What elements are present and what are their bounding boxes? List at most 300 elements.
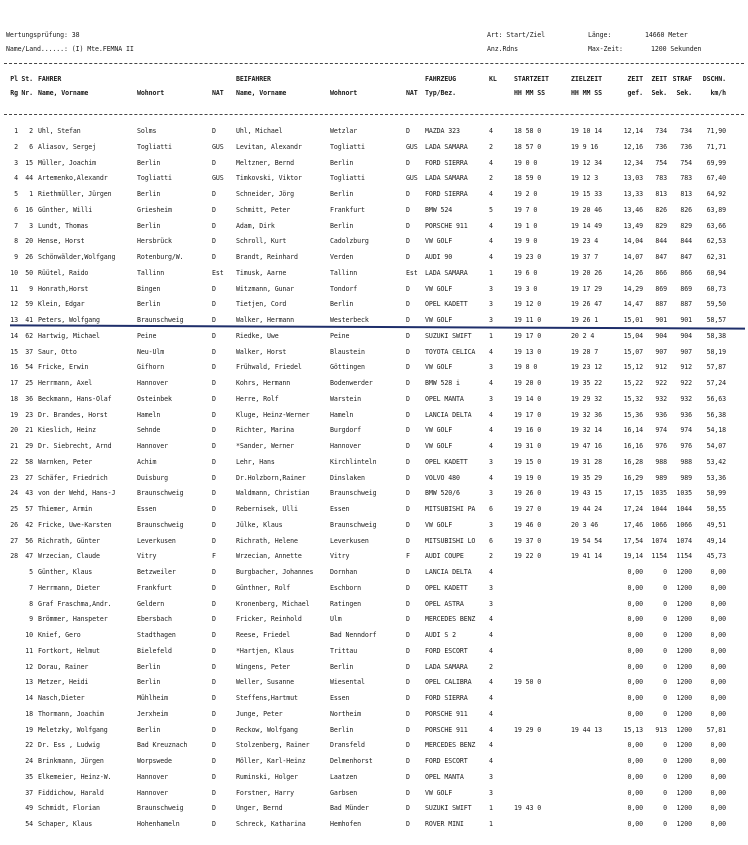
result-codriver-name: Möller, Karl-Heinz [236,757,306,765]
result-start-time: 18 58 0 [514,127,542,135]
result-place: 6 [14,205,18,214]
result-codriver-name: Timusk, Aarne [236,268,287,277]
result-driver-town: Sehnde [137,426,161,435]
result-row [0,392,748,407]
result-finish-time: 19 26 1 [571,316,599,324]
result-start-no: 37 [25,347,33,356]
result-driver-name: Elkemeier, Heinz-W. [38,772,112,781]
result-start-no: 41 [25,316,33,324]
result-avg-speed: 53,42 [706,457,726,466]
result-time-found: 0,00 [627,694,643,702]
result-driver-nat: D [212,221,216,230]
result-codriver-nat: D [406,127,410,135]
result-driver-nat: D [212,363,216,372]
result-car-type: MERCEDES BENZ [425,615,476,624]
result-time-sec: 783 [655,174,667,183]
result-codriver-town: Essen [330,505,350,513]
result-start-no: 56 [25,536,33,545]
result-time-sec: 0 [663,678,667,687]
result-start-no: 25 [25,379,33,387]
result-row [0,597,748,612]
result-car-type: VW GOLF [425,316,453,324]
result-time-sec: 754 [655,158,667,167]
result-car-type: MITSUBISHI PA [425,505,476,513]
result-start-no: 44 [25,174,33,183]
result-start-time: 19 9 0 [514,237,538,246]
result-codriver-name: Rebernisek, Ulli [236,505,298,513]
header-separator [4,114,744,115]
result-codriver-nat: D [406,205,410,214]
result-time-sec: 829 [655,221,667,230]
result-penalty-sec: 887 [680,300,692,309]
result-avg-speed: 0,00 [710,709,726,718]
result-driver-town: Leverkusen [137,536,176,545]
result-car-type: FORD ESCORT [425,646,468,655]
result-time-found: 16,29 [623,473,643,482]
result-driver-name: Wrzecian, Claude [38,552,100,561]
result-driver-town: Berlin [137,725,161,734]
result-start-time: 19 19 0 [514,473,542,482]
result-driver-name: Brinkmann, Jürgen [38,757,104,765]
result-finish-time: 19 31 28 [571,457,602,466]
result-row [0,565,748,580]
result-driver-town: Duisburg [137,473,168,482]
result-codriver-nat: D [406,583,410,592]
result-penalty-sec: 1074 [676,536,692,545]
result-driver-town: Achim [137,457,157,466]
result-avg-speed: 56,63 [706,394,726,403]
result-time-sec: 0 [663,804,667,813]
subheader-codriver-name: Name, Vorname [236,89,287,97]
result-time-found: 15,12 [623,363,643,372]
result-penalty-sec: 1200 [676,568,692,576]
result-row [0,738,748,753]
result-driver-name: Peters, Wolfgang [38,316,100,324]
result-driver-name: Dr. Ess , Ludwig [38,741,100,750]
result-time-sec: 0 [663,694,667,702]
subheader-start-time: HH MM SS [514,89,545,97]
result-car-type: PORSCHE 911 [425,221,468,230]
result-car-type: VW GOLF [425,520,453,529]
result-time-sec: 0 [663,568,667,576]
result-codriver-nat: D [406,662,410,671]
result-driver-nat: D [212,473,216,482]
result-driver-nat: D [212,725,216,734]
result-codriver-town: Warstein [330,394,361,403]
result-driver-name: Uhl, Stefan [38,127,81,135]
result-driver-nat: D [212,520,216,529]
result-class: 4 [489,615,493,624]
result-class: 2 [489,662,493,671]
result-driver-town: Hannover [137,788,168,797]
result-time-found: 0,00 [627,757,643,765]
result-driver-town: Stadthagen [137,631,176,639]
result-avg-speed: 71,71 [706,142,726,151]
result-driver-name: Rüütel, Raido [38,268,89,277]
result-row [0,754,748,769]
result-codriver-town: Braunschweig [330,520,377,529]
result-finish-time: 19 23 4 [571,237,599,246]
result-car-type: AUDI S 2 [425,631,456,639]
header-place: Pl [10,75,18,83]
result-start-no: 14 [25,694,33,702]
result-place: 22 [10,457,18,466]
result-time-sec: 736 [655,142,667,151]
result-start-time: 19 14 0 [514,394,542,403]
result-row [0,376,748,391]
result-row [0,360,748,375]
result-start-time: 18 59 0 [514,174,542,183]
result-start-no: 15 [25,158,33,167]
result-time-found: 12,14 [623,127,643,135]
length-label: Länge: [588,31,612,39]
result-codriver-town: Frankfurt [330,205,365,214]
result-driver-name: Hartwig, Michael [38,331,100,340]
result-row [0,250,748,265]
result-penalty-sec: 826 [680,205,692,214]
result-codriver-nat: D [406,158,410,167]
result-time-sec: 0 [663,772,667,781]
result-codriver-nat: D [406,316,410,324]
result-driver-nat: D [212,788,216,797]
result-class: 3 [489,599,493,608]
result-driver-nat: D [212,190,216,198]
result-avg-speed: 62,53 [706,237,726,246]
result-codriver-town: Trittau [330,646,358,655]
result-avg-speed: 0,00 [710,772,726,781]
result-row [0,549,748,564]
result-codriver-town: Delmenhorst [330,757,373,765]
result-start-no: 10 [25,631,33,639]
result-avg-speed: 58,19 [706,347,726,356]
result-time-found: 0,00 [627,568,643,576]
result-start-no: 5 [29,568,33,576]
result-driver-town: Hameln [137,410,161,419]
result-penalty-sec: 1200 [676,694,692,702]
result-codriver-nat: GUS [406,174,418,183]
result-class: 4 [489,694,493,702]
result-row [0,644,748,659]
result-driver-name: Aliasov, Sergej [38,142,97,151]
result-time-sec: 869 [655,284,667,293]
result-driver-town: Hannover [137,379,168,387]
stage-number: Wertungsprüfung: 38 [6,31,80,39]
result-class: 3 [489,457,493,466]
result-place: 19 [10,410,18,419]
result-driver-town: Vitry [137,552,157,561]
result-car-type: PORSCHE 911 [425,709,468,718]
result-car-type: VOLVO 480 [425,473,460,482]
result-start-no: 58 [25,457,33,466]
result-penalty-sec: 1200 [676,804,692,813]
result-class: 4 [489,709,493,718]
result-codriver-town: Essen [330,694,350,702]
subheader-car-type: Typ/Bez. [425,89,456,97]
result-codriver-nat: D [406,284,410,293]
result-avg-speed: 0,00 [710,741,726,750]
result-time-sec: 866 [655,268,667,277]
result-codriver-town: Bodenwerder [330,379,373,387]
result-car-type: MAZDA 323 [425,127,460,135]
result-car-type: LADA SAMARA [425,174,468,183]
result-codriver-nat: D [406,709,410,718]
result-avg-speed: 0,00 [710,804,726,813]
result-time-found: 19,14 [623,552,643,561]
result-class: 4 [489,442,493,450]
result-codriver-name: Stolzenberg, Rainer [236,741,310,750]
result-finish-time: 19 29 32 [571,394,602,403]
result-time-found: 0,00 [627,804,643,813]
result-start-no: 37 [25,788,33,797]
result-row [0,817,748,832]
result-place: 5 [14,190,18,198]
result-finish-time: 19 14 49 [571,221,602,230]
result-avg-speed: 50,55 [706,505,726,513]
result-codriver-town: Hameln [330,410,354,419]
result-codriver-nat: D [406,221,410,230]
result-place: 18 [10,394,18,403]
result-row [0,423,748,438]
result-penalty-sec: 1200 [676,757,692,765]
result-class: 3 [489,583,493,592]
result-codriver-town: Berlin [330,725,354,734]
result-codriver-nat: D [406,599,410,608]
result-codriver-nat: D [406,347,410,356]
result-codriver-name: Witzmann, Gunar [236,284,295,293]
result-codriver-town: Togliatti [330,142,365,151]
result-penalty-sec: 1200 [676,772,692,781]
result-class: 2 [489,174,493,183]
result-start-time: 19 50 0 [514,678,542,687]
result-finish-time: 19 35 22 [571,379,602,387]
result-row [0,691,748,706]
result-driver-nat: D [212,694,216,702]
result-place: 26 [10,520,18,529]
result-codriver-name: *Sander, Werner [236,442,295,450]
result-time-sec: 1044 [651,505,667,513]
result-driver-nat: D [212,568,216,576]
result-driver-town: Griesheim [137,205,172,214]
result-driver-name: Richrath, Günter [38,536,100,545]
result-car-type: BMW 524 [425,205,453,214]
result-codriver-town: Peine [330,331,350,340]
subheader-place: Rg [10,89,18,97]
result-row [0,471,748,486]
result-avg-speed: 62,31 [706,253,726,261]
header-start-no: St. [21,75,33,83]
result-row [0,801,748,816]
result-row [0,439,748,454]
result-time-found: 17,24 [623,505,643,513]
subheader-time-found: gef. [627,89,643,97]
result-time-sec: 826 [655,205,667,214]
result-car-type: LADA SAMARA [425,662,468,671]
result-car-type: LADA SAMARA [425,268,468,277]
result-codriver-town: Leverkusen [330,536,369,545]
length-value: 14660 Meter [645,31,688,39]
result-driver-nat: Est [212,268,224,277]
result-codriver-town: Ratingen [330,599,361,608]
result-start-time: 19 43 0 [514,804,542,813]
result-place: 9 [14,253,18,261]
result-start-time: 19 3 0 [514,284,538,293]
result-car-type: BMW 528 i [425,379,460,387]
result-codriver-name: Wingens, Peter [236,662,291,671]
result-time-found: 0,00 [627,599,643,608]
stage-type: Art: Start/Ziel [487,31,546,39]
result-finish-time: 19 47 16 [571,442,602,450]
result-avg-speed: 57,24 [706,379,726,387]
result-driver-town: Osteinbek [137,394,172,403]
result-driver-nat: GUS [212,142,224,151]
result-driver-name: Müller, Joachim [38,158,97,167]
result-driver-town: Braunschweig [137,804,184,813]
result-driver-nat: D [212,757,216,765]
result-car-type: SUZUKI SWIFT [425,804,472,813]
result-time-sec: 0 [663,631,667,639]
max-time-value: 1200 Sekunden [651,45,702,53]
result-row [0,219,748,234]
result-place: 8 [14,237,18,246]
result-place: 27 [10,536,18,545]
result-class: 4 [489,426,493,435]
result-car-type: OPEL CALIBRA [425,678,472,687]
result-time-found: 14,47 [623,300,643,309]
result-driver-name: Lundt, Thomas [38,221,89,230]
result-place: 28 [10,552,18,561]
result-row [0,486,748,501]
result-time-sec: 0 [663,615,667,624]
result-class: 6 [489,505,493,513]
result-row [0,707,748,722]
result-row [0,786,748,801]
result-avg-speed: 63,89 [706,205,726,214]
result-start-no: 43 [25,489,33,498]
result-driver-town: Betzweiler [137,568,176,576]
result-place: 14 [10,331,18,340]
result-codriver-name: Ruminski, Holger [236,772,298,781]
result-car-type: AUDI COUPE [425,552,464,561]
result-driver-town: Solms [137,127,157,135]
result-driver-town: Peine [137,331,157,340]
result-penalty-sec: 922 [680,379,692,387]
result-penalty-sec: 1035 [676,489,692,498]
result-time-sec: 1154 [651,552,667,561]
result-driver-town: Bad Kreuznach [137,741,188,750]
result-class: 3 [489,788,493,797]
result-driver-name: Thormann, Joachim [38,709,104,718]
result-driver-town: Hannover [137,442,168,450]
result-time-sec: 976 [655,442,667,450]
result-start-time: 19 27 0 [514,505,542,513]
result-codriver-town: Bad Münder [330,804,369,813]
result-finish-time: 19 32 14 [571,426,602,435]
result-driver-nat: D [212,662,216,671]
result-driver-town: Ebersbach [137,615,172,624]
result-codriver-nat: D [406,725,410,734]
result-codriver-name: Günthner, Rolf [236,583,291,592]
result-start-time: 19 13 0 [514,347,542,356]
result-car-type: PORSCHE 911 [425,725,468,734]
result-driver-name: Herrmann, Axel [38,379,93,387]
result-penalty-sec: 1154 [676,552,692,561]
result-start-no: 7 [29,583,33,592]
result-codriver-town: Burgdorf [330,426,361,435]
result-codriver-town: Hemhofen [330,820,361,828]
result-place: 25 [10,505,18,513]
result-class: 1 [489,268,493,277]
subheader-penalty-sec: Sek. [676,89,692,97]
result-time-sec: 1035 [651,489,667,498]
result-codriver-name: Kronenberg, Michael [236,599,310,608]
result-driver-nat: D [212,820,216,828]
result-start-no: 54 [25,363,33,372]
result-avg-speed: 53,36 [706,473,726,482]
result-place: 7 [14,221,18,230]
result-car-type: OPEL ASTRA [425,599,464,608]
subheader-driver-nat: NAT [212,89,224,97]
result-codriver-nat: D [406,473,410,482]
result-codriver-nat: D [406,772,410,781]
result-driver-town: Berlin [137,190,161,198]
result-row [0,770,748,785]
result-driver-nat: F [212,552,216,561]
result-avg-speed: 58,38 [706,331,726,340]
result-time-sec: 887 [655,300,667,309]
result-time-found: 15,13 [623,725,643,734]
result-driver-town: Rotenburg/W. [137,253,184,261]
result-codriver-name: Schreck, Katharina [236,820,306,828]
result-row [0,660,748,675]
result-codriver-town: Wiesental [330,678,365,687]
result-row [0,502,748,517]
result-driver-name: Meletzky, Wolfgang [38,725,108,734]
result-codriver-nat: D [406,788,410,797]
result-start-time: 19 37 0 [514,536,542,545]
result-codriver-town: Cadolzburg [330,237,369,246]
result-start-time: 19 23 0 [514,253,542,261]
result-codriver-name: Reckow, Wolfgang [236,725,298,734]
result-row [0,156,748,171]
result-codriver-nat: D [406,568,410,576]
result-row [0,345,748,360]
result-driver-nat: D [212,772,216,781]
result-time-sec: 847 [655,253,667,261]
result-start-no: 3 [29,221,33,230]
result-penalty-sec: 989 [680,473,692,482]
result-time-sec: 0 [663,646,667,655]
result-penalty-sec: 1200 [676,820,692,828]
result-avg-speed: 56,38 [706,410,726,419]
result-driver-town: Bingen [137,284,161,293]
result-driver-name: Günther, Willi [38,205,93,214]
result-class: 4 [489,127,493,135]
result-codriver-nat: D [406,442,410,450]
result-driver-nat: D [212,536,216,545]
result-place: 3 [14,158,18,167]
result-car-type: SUZUKI SWIFT [425,331,472,340]
result-codriver-town: Tallinn [330,268,358,277]
result-codriver-town: Dransfeld [330,741,365,750]
result-time-sec: 922 [655,379,667,387]
result-car-type: VW GOLF [425,426,453,435]
result-start-no: 49 [25,804,33,813]
result-start-time: 19 29 0 [514,725,542,734]
result-driver-town: Berlin [137,678,161,687]
result-time-found: 0,00 [627,662,643,671]
result-time-found: 14,07 [623,253,643,261]
result-car-type: LANCIA DELTA [425,410,472,419]
